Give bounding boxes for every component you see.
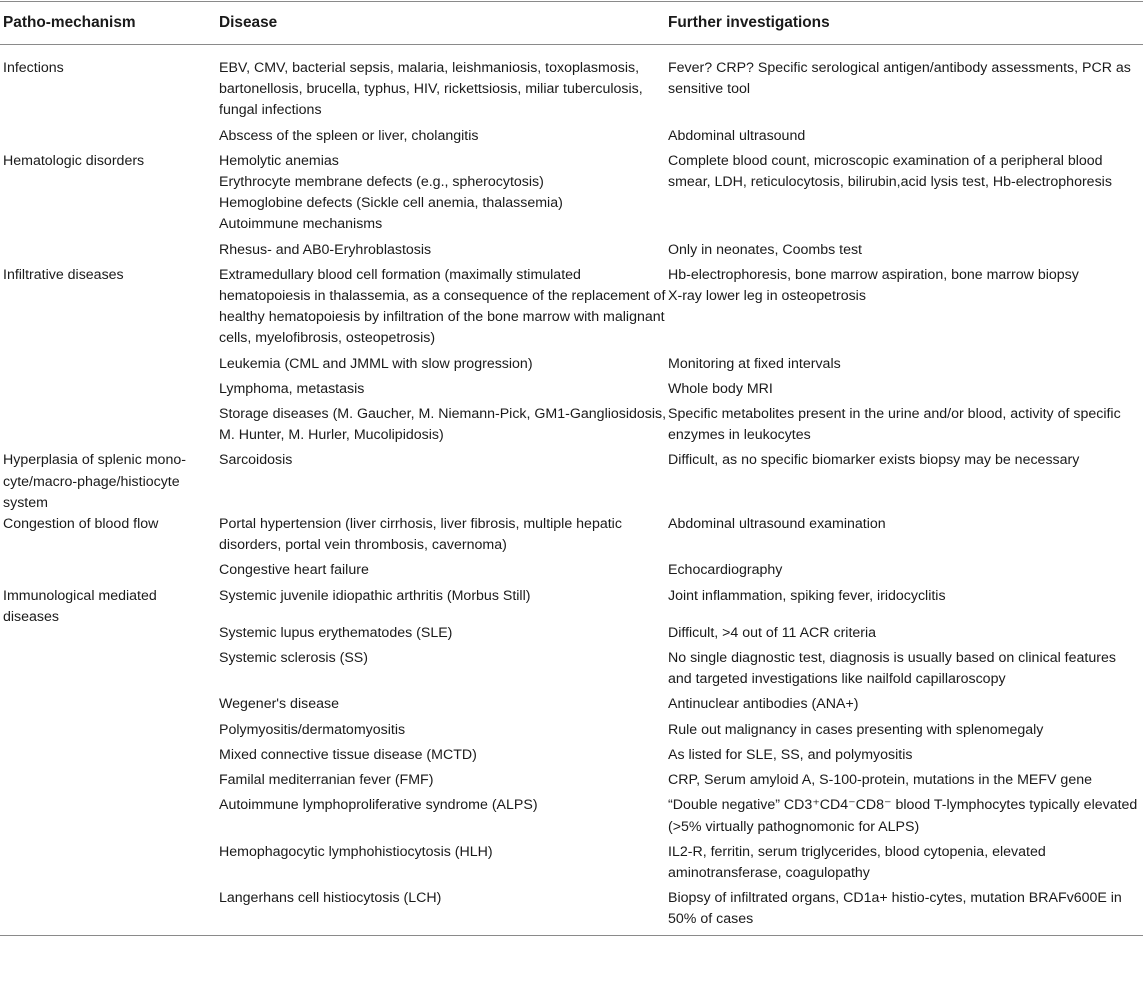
header-disease: Disease: [219, 2, 668, 45]
disease-cell: Storage diseases (M. Gaucher, M. Niemann-Pick, GM1-Gangliosidosis, M. Hunter, M. Hurler, Mucolipidosis): [219, 406, 667, 444]
disease-cell: EBV, CMV, bacterial sepsis, malaria, leishmaniosis, toxoplasmosis, bartonellosis, brucella, typhus, HIV, rickettsiosis, miliar tuberculosis, fungal infections: [219, 60, 643, 119]
header-patho-mechanism: Patho-mechanism: [0, 2, 219, 45]
mechanism-cell: Hematologic disorders: [3, 152, 145, 169]
disease-cell: Abscess of the spleen or liver, cholangitis: [219, 127, 479, 144]
investigations-cell: [668, 265, 1143, 354]
disease-cell: Mixed connective tissue disease (MCTD): [219, 746, 477, 763]
investigations-cell: CRP, Serum amyloid A, S-100-protein, mutations in the MEFV gene: [668, 772, 1092, 789]
disease-cell: Langerhans cell histiocytosis (LCH): [219, 890, 442, 907]
investigations-cell: Whole body MRI: [668, 380, 773, 397]
table-row: [0, 45, 1143, 126]
disease-cell: Systemic lupus erythematodes (SLE): [219, 624, 453, 641]
investigations-cell: Only in neonates, Coombs test: [668, 241, 862, 258]
disease-line: Hemoglobine defects (Sickle cell anemia, thalassemia): [219, 195, 563, 212]
table-row: [0, 450, 1143, 514]
investigations-cell: Echocardiography: [668, 562, 783, 579]
mechanism-cell: Infections: [3, 60, 64, 76]
disease-cell: Portal hypertension (liver cirrhosis, liver fibrosis, multiple hepatic disorders, portal vein thrombosis, cavernoma): [219, 516, 622, 554]
disease-cell: Wegener's disease: [219, 696, 339, 713]
mechanism-cell: Hyperplasia of splenic mono-cyte/macro-phage/histiocyte system: [3, 452, 186, 511]
investigations-cell: “Double negative” CD3⁺CD4⁻CD8⁻ blood T-lymphocytes typically elevated (>5% virtually pathognomonic for ALPS): [668, 797, 1138, 835]
investigations-cell: Rule out malignancy in cases presenting with splenomegaly: [668, 721, 1044, 738]
disease-cell: Congestive heart failure: [219, 562, 369, 579]
investigations-cell: Difficult, as no specific biomarker exists biopsy may be necessary: [668, 452, 1080, 469]
disease-cell: Rhesus- and AB0-Eryhroblastosis: [219, 241, 432, 258]
disease-line: Autoimmune mechanisms: [219, 216, 383, 233]
investigations-line: Hb-electrophoresis, bone marrow aspiration, bone marrow biopsy: [668, 266, 1079, 283]
investigations-cell: Specific metabolites present in the urine and/or blood, activity of specific enzymes in leukocytes: [668, 406, 1121, 444]
disease-cell: Leukemia (CML and JMML with slow progression): [219, 355, 533, 372]
investigations-cell: Complete blood count, microscopic examination of a peripheral blood smear, LDH, reticulocytosis, bilirubin,acid lysis test, Hb-electrophoresis: [668, 152, 1112, 191]
investigations-cell: Difficult, >4 out of 11 ACR criteria: [668, 624, 877, 641]
table-row: [0, 151, 1143, 240]
disease-cell: Familal mediterranian fever (FMF): [219, 772, 434, 789]
investigations-cell: Abdominal ultrasound examination: [668, 516, 886, 533]
disease-cell: Sarcoidosis: [219, 452, 293, 469]
table-header: [0, 2, 1143, 45]
disease-cell: Polymyositis/dermatomyositis: [219, 721, 406, 738]
investigations-cell: Antinuclear antibodies (ANA+): [668, 696, 859, 713]
disease-cell: Systemic sclerosis (SS): [219, 650, 368, 667]
header-row: [0, 2, 1143, 45]
header-further-investigations: Further investigations: [668, 2, 1143, 45]
investigations-cell: As listed for SLE, SS, and polymyositis: [668, 746, 913, 763]
disease-cell: Lymphoma, metastasis: [219, 380, 365, 397]
investigations-cell: IL2-R, ferritin, serum triglycerides, blood cytopenia, elevated aminotransferase, coagulopathy: [668, 843, 1046, 881]
disease-line: Erythrocyte membrane defects (e.g., spherocytosis): [219, 174, 544, 191]
bottom-rule: [0, 935, 1143, 936]
investigations-cell: Monitoring at fixed intervals: [668, 355, 841, 372]
disease-cell: Extramedullary blood cell formation (maximally stimulated hematopoiesis in thalassemia, as a consequence of the replacement of healthy hematopoiesis by infiltration of the bone marrow with malignant cells, myelofibrosis, osteopetrosis): [219, 266, 666, 347]
mechanism-cell: Infiltrative diseases: [3, 266, 124, 283]
table-row: [0, 586, 1143, 623]
disease-cell: Systemic juvenile idiopathic arthritis (Morbus Still): [219, 587, 531, 604]
investigations-cell: Fever? CRP? Specific serological antigen/antibody assessments, PCR as sensitive tool: [668, 60, 1131, 98]
investigations-cell: No single diagnostic test, diagnosis is usually based on clinical features and targeted investigations like nailfold capillaroscopy: [668, 650, 1116, 688]
table-row: [0, 514, 1143, 560]
disease-cell: [219, 151, 668, 240]
investigations-cell: Biopsy of infiltrated organs, CD1a+ histio-cytes, mutation BRAFv600E in 50% of cases: [668, 890, 1122, 928]
mechanism-cell: Immunological mediated diseases: [3, 587, 157, 625]
disease-line: Hemolytic anemias: [219, 152, 339, 169]
investigations-cell: Abdominal ultrasound: [668, 127, 806, 144]
investigations-cell: Joint inflammation, spiking fever, iridocyclitis: [668, 587, 946, 604]
table-body: [0, 45, 1143, 935]
table-row: [0, 265, 1143, 354]
data-table: [0, 1, 1143, 935]
disease-cell: Hemophagocytic lymphohistiocytosis (HLH): [219, 843, 493, 860]
investigations-line: X-ray lower leg in osteopetrosis: [668, 288, 866, 305]
disease-cell: Autoimmune lymphoproliferative syndrome (ALPS): [219, 797, 538, 814]
mechanism-cell: Congestion of blood flow: [3, 516, 159, 533]
